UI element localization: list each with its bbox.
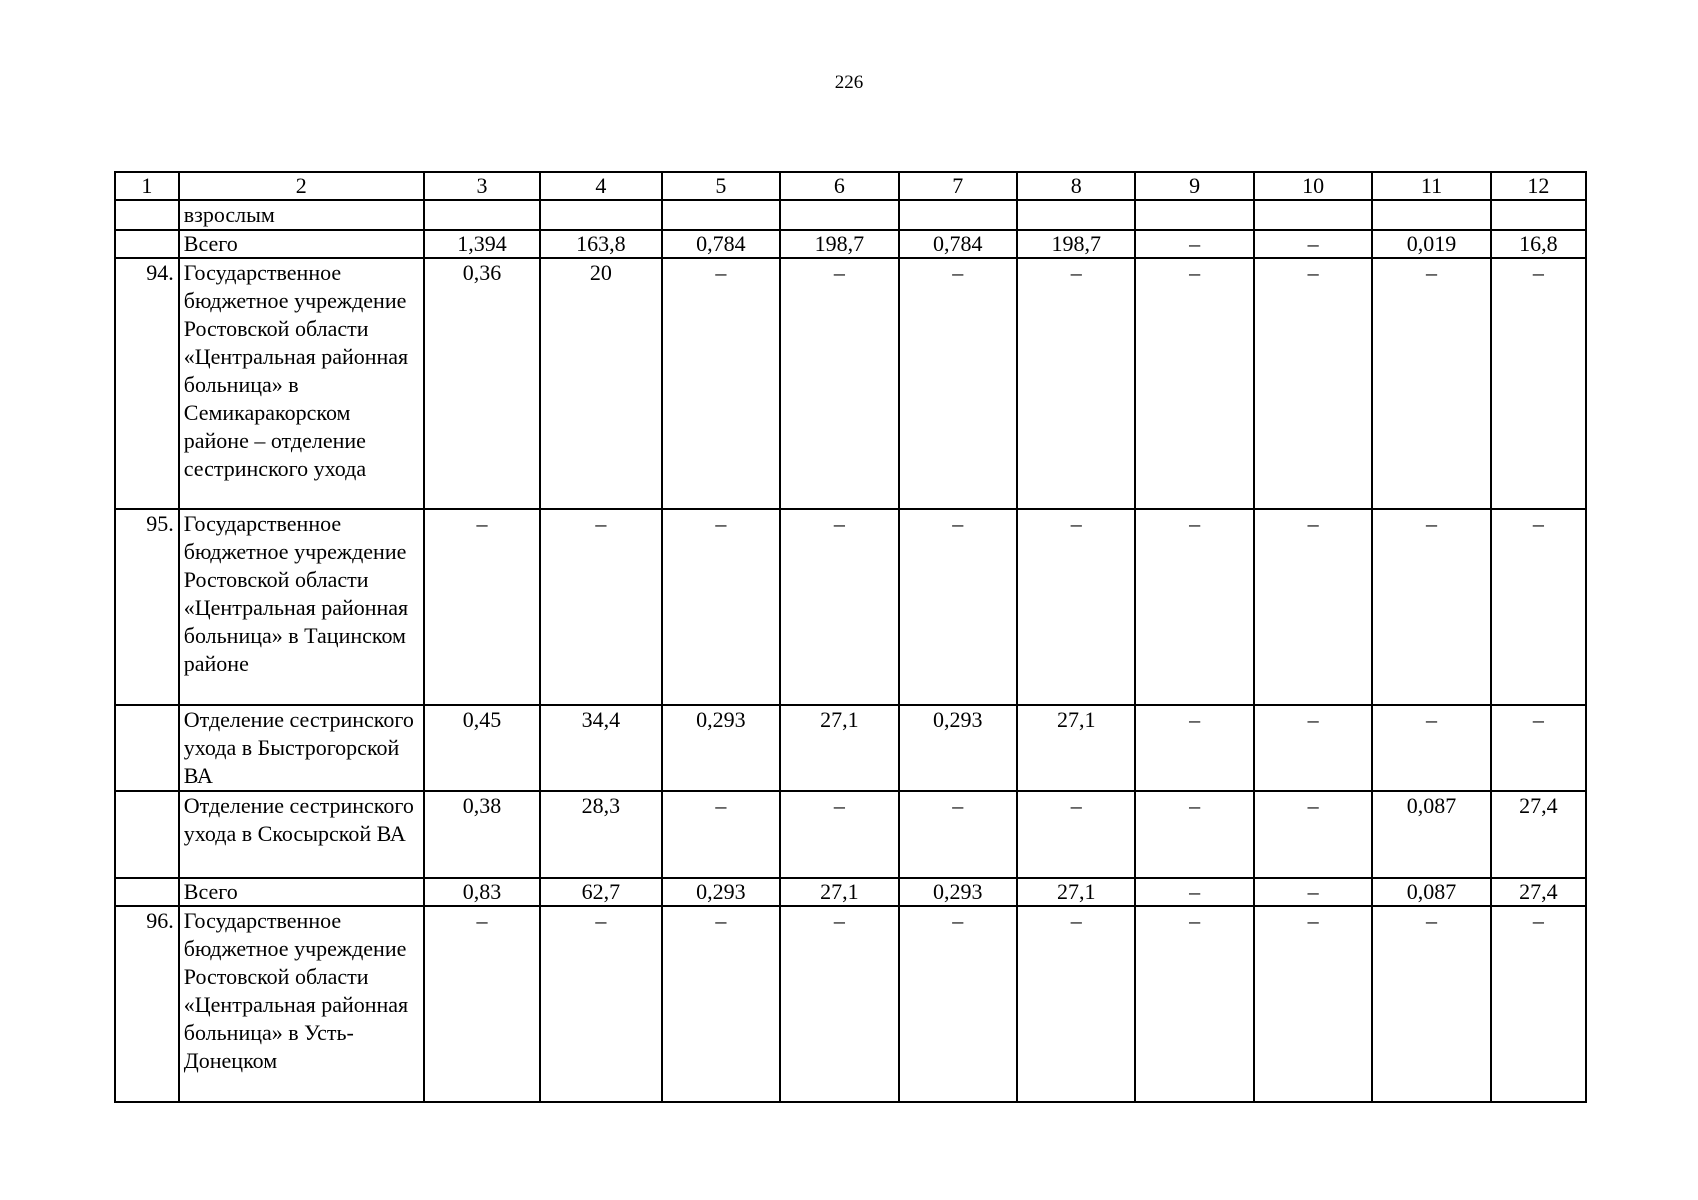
value-cell: 27,1 [1017,878,1135,906]
value-cell: – [662,258,780,509]
table-body [115,172,1586,1102]
value-cell: – [1491,258,1586,509]
row-name: Государственное бюджетное учреждение Ростовской области «Центральная районная больница» в Усть-Донецком [179,906,424,1102]
row-name: Государственное бюджетное учреждение Ростовской области «Центральная районная больница» в Семикаракорском районе – отделение сестринского ухода [179,258,424,509]
value-cell: – [899,258,1017,509]
value-cell [1135,200,1253,230]
column-header: 12 [1491,172,1586,200]
value-cell: 0,293 [662,878,780,906]
value-cell [424,200,540,230]
table-row [115,230,1586,258]
row-number [115,878,179,906]
value-cell: – [1372,906,1490,1102]
value-cell: – [1135,705,1253,791]
value-cell: – [662,906,780,1102]
data-table [114,171,1587,1103]
value-cell: 198,7 [1017,230,1135,258]
value-cell: 0,45 [424,705,540,791]
row-name: Государственное бюджетное учреждение Ростовской области «Центральная районная больница» в Тацинском районе [179,509,424,705]
table-row [115,906,1586,1102]
value-cell: – [1491,705,1586,791]
column-header: 8 [1017,172,1135,200]
row-name: Отделение сестринского ухода в Скосырской ВА [179,791,424,878]
value-cell: 62,7 [540,878,661,906]
table-row [115,878,1586,906]
value-cell: – [1491,906,1586,1102]
value-cell: – [1135,791,1253,878]
value-cell: – [1254,258,1372,509]
value-cell: – [1491,509,1586,705]
value-cell: 0,784 [662,230,780,258]
table-row [115,509,1586,705]
table-row [115,258,1586,509]
value-cell: – [424,509,540,705]
value-cell: – [1017,791,1135,878]
value-cell: – [780,791,898,878]
row-name: Всего [179,230,424,258]
value-cell: 27,1 [1017,705,1135,791]
value-cell [540,200,661,230]
value-cell: 27,4 [1491,878,1586,906]
row-number: 95. [115,509,179,705]
value-cell: – [899,906,1017,1102]
row-name: взрослым [179,200,424,230]
column-header: 3 [424,172,540,200]
value-cell: 0,087 [1372,878,1490,906]
value-cell: – [780,906,898,1102]
value-cell: – [1017,906,1135,1102]
value-cell: – [1254,906,1372,1102]
value-cell [1017,200,1135,230]
column-header: 7 [899,172,1017,200]
value-cell [1372,200,1490,230]
column-header: 9 [1135,172,1253,200]
value-cell: 0,38 [424,791,540,878]
value-cell: 0,293 [662,705,780,791]
value-cell: – [1254,878,1372,906]
value-cell: 0,36 [424,258,540,509]
row-number [115,705,179,791]
column-header: 11 [1372,172,1490,200]
table-row [115,705,1586,791]
value-cell [662,200,780,230]
value-cell: – [1254,791,1372,878]
value-cell: 0,784 [899,230,1017,258]
value-cell: 0,293 [899,878,1017,906]
value-cell: – [1254,230,1372,258]
value-cell: – [424,906,540,1102]
value-cell [1491,200,1586,230]
value-cell: 28,3 [540,791,661,878]
value-cell: 27,1 [780,705,898,791]
column-header: 5 [662,172,780,200]
value-cell [780,200,898,230]
value-cell: – [899,509,1017,705]
value-cell: – [1135,509,1253,705]
value-cell [1254,200,1372,230]
column-header: 10 [1254,172,1372,200]
value-cell: – [1135,230,1253,258]
column-header: 4 [540,172,661,200]
column-header: 1 [115,172,179,200]
value-cell: – [540,509,661,705]
row-number [115,791,179,878]
value-cell: – [1254,509,1372,705]
value-cell: 0,087 [1372,791,1490,878]
header-row [115,172,1586,200]
row-number: 94. [115,258,179,509]
value-cell: – [1372,509,1490,705]
column-header: 6 [780,172,898,200]
row-name: Отделение сестринского ухода в Быстрогорской ВА [179,705,424,791]
value-cell: 0,019 [1372,230,1490,258]
row-number: 96. [115,906,179,1102]
value-cell: – [662,791,780,878]
value-cell: 198,7 [780,230,898,258]
value-cell: – [1017,509,1135,705]
value-cell: 0,83 [424,878,540,906]
table-row [115,791,1586,878]
value-cell [899,200,1017,230]
value-cell: 1,394 [424,230,540,258]
value-cell: – [1254,705,1372,791]
column-header: 2 [179,172,424,200]
value-cell: – [780,258,898,509]
value-cell: 0,293 [899,705,1017,791]
value-cell: – [662,509,780,705]
value-cell: 20 [540,258,661,509]
value-cell: 16,8 [1491,230,1586,258]
value-cell: – [1135,906,1253,1102]
table-row [115,200,1586,230]
value-cell: 27,4 [1491,791,1586,878]
page-number: 226 [834,72,864,93]
value-cell: – [1135,878,1253,906]
value-cell: – [540,906,661,1102]
value-cell: – [1017,258,1135,509]
row-name: Всего [179,878,424,906]
value-cell: 27,1 [780,878,898,906]
row-number [115,200,179,230]
row-number [115,230,179,258]
value-cell: – [1135,258,1253,509]
value-cell: – [1372,258,1490,509]
value-cell: 34,4 [540,705,661,791]
value-cell: – [899,791,1017,878]
value-cell: – [780,509,898,705]
value-cell: 163,8 [540,230,661,258]
value-cell: – [1372,705,1490,791]
